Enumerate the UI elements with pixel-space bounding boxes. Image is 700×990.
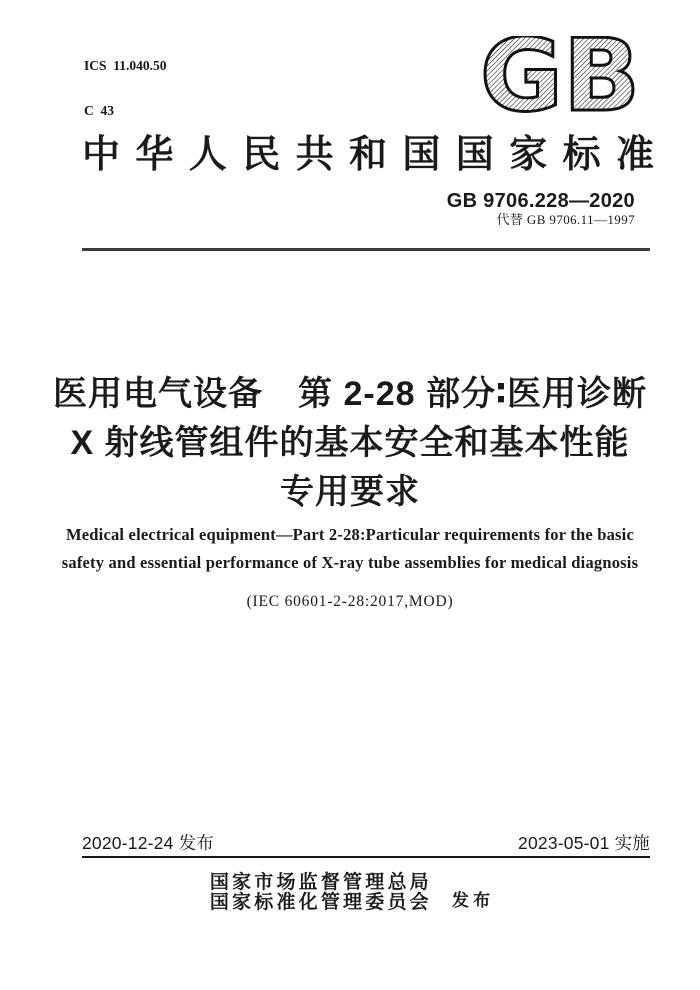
footer-divider bbox=[82, 856, 650, 858]
issuer-names bbox=[210, 873, 432, 912]
gb-logo-text: GB bbox=[480, 36, 640, 115]
category-code: C 43 bbox=[84, 103, 114, 118]
title-zh-line2: X 射线管组件的基本安全和基本性能 bbox=[70, 424, 630, 462]
ics-classification bbox=[84, 28, 167, 148]
issuer-line2: 国家标准化管理委员会 bbox=[209, 891, 432, 913]
header-divider bbox=[82, 248, 650, 251]
national-standard-heading: 中华人民共和国国家标准 bbox=[82, 134, 670, 176]
ics-code: ICS 11.040.50 bbox=[84, 58, 167, 73]
issuing-bodies bbox=[0, 873, 700, 912]
gb-logo-icon bbox=[477, 36, 643, 115]
replaces-note: 代替 GB 9706.11—1997 bbox=[496, 212, 635, 227]
title-zh-line1: 医用电气设备 第 2-28 部分∶医用诊断 bbox=[53, 375, 647, 413]
implementation-date: 2023-05-01 实施 bbox=[518, 833, 650, 853]
standard-number: GB 9706.228—2020 bbox=[446, 190, 635, 212]
document-title-en bbox=[40, 521, 660, 577]
document-title-zh bbox=[0, 370, 700, 517]
issuer-line1: 国家市场监督管理总局 bbox=[209, 872, 432, 893]
title-en-line2: safety and essential performance of X-ray tube assemblies for medical diagnosis bbox=[61, 553, 639, 572]
title-en-line1: Medical electrical equipment—Part 2-28:Particular requirements for the basic bbox=[66, 525, 634, 544]
issue-date: 2020-12-24 发布 bbox=[82, 833, 214, 853]
title-zh-line3: 专用要求 bbox=[280, 473, 420, 511]
iec-reference: (IEC 60601-2-28:2017,MOD) bbox=[246, 593, 454, 610]
standard-number-block bbox=[447, 191, 635, 227]
publish-label: 发 布 bbox=[451, 891, 491, 910]
dates-row bbox=[82, 833, 650, 853]
